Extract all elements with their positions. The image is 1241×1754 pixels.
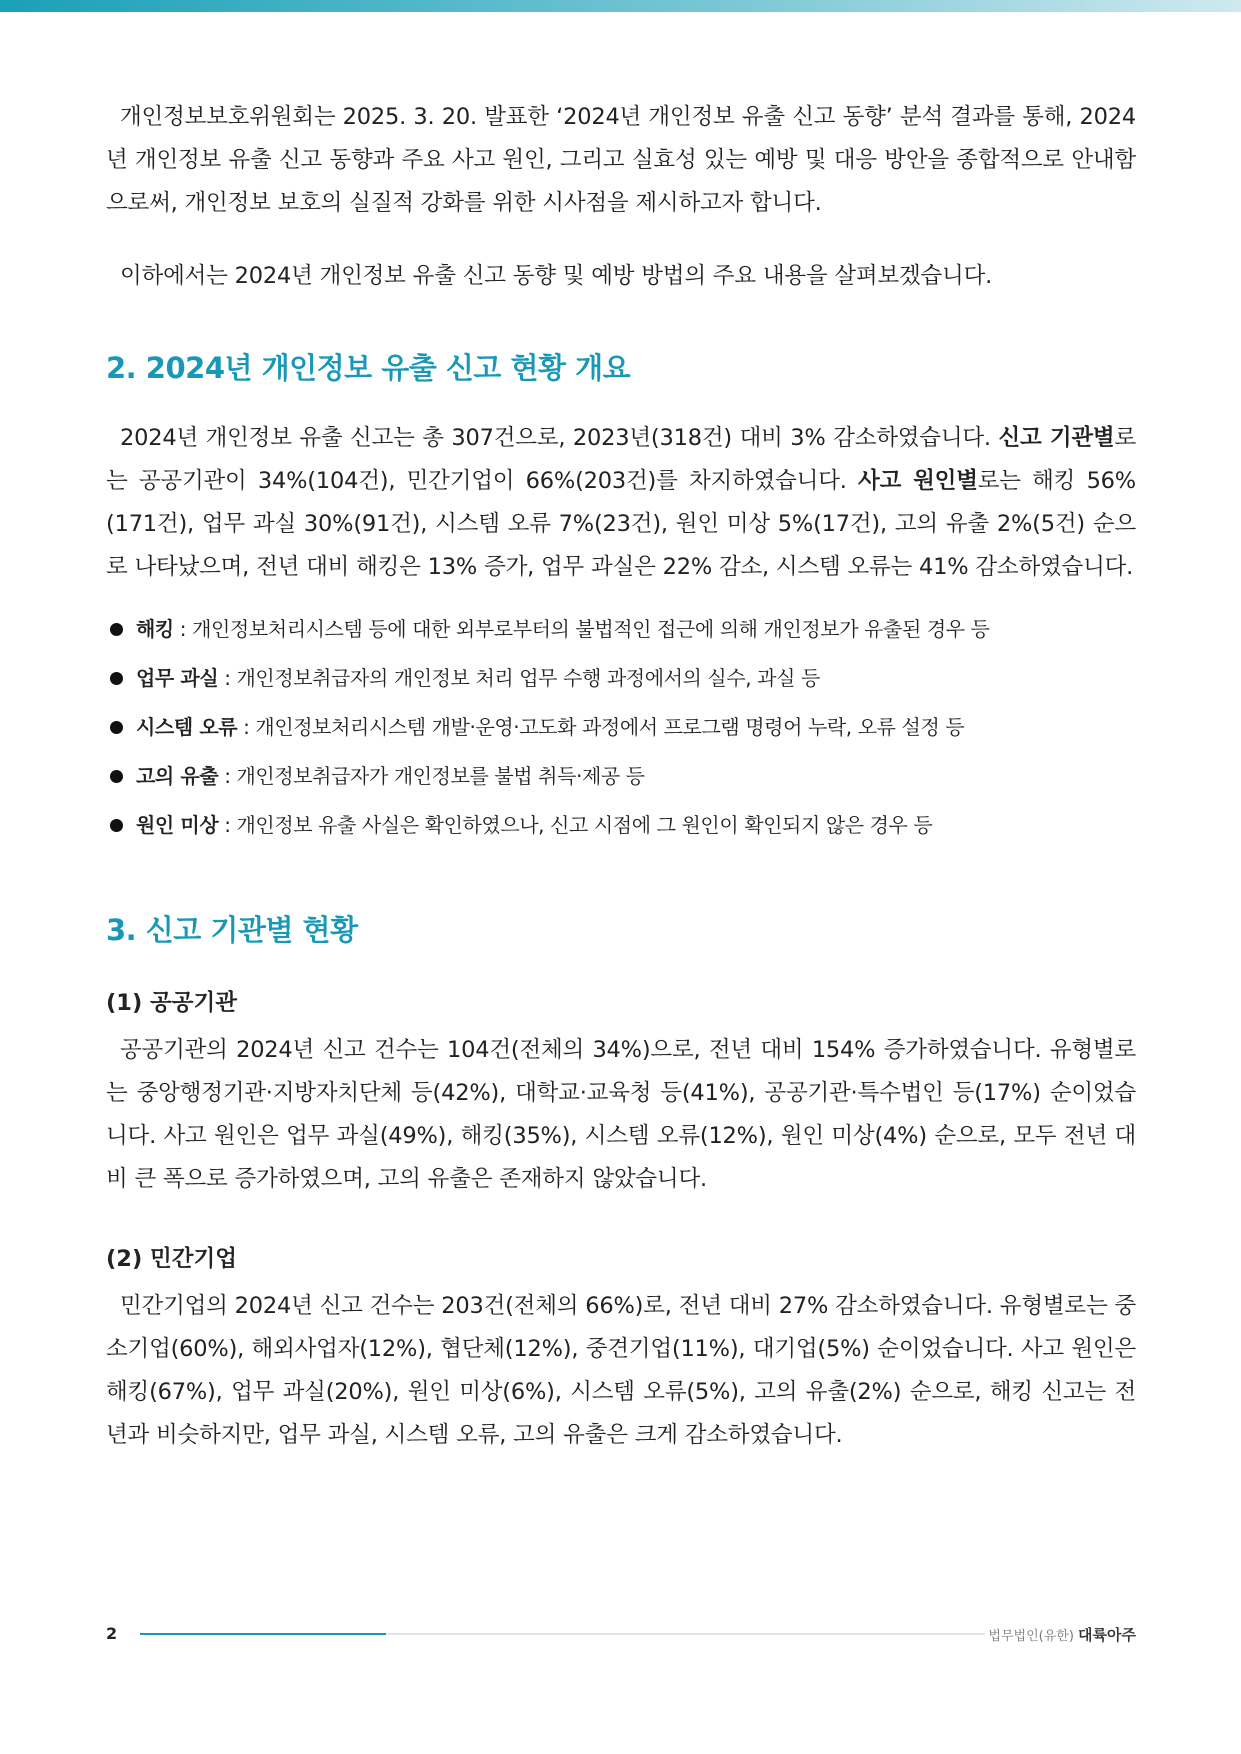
section-3-title: 3. 신고 기관별 현황	[106, 913, 358, 947]
firm-logo-text: 법무법인(유한) 대륙아주	[988, 1626, 1136, 1644]
list-item: 시스템 오류 : 개인정보처리시스템 개발·운영·고도화 과정에서 프로그램 명령어 누락, 오류 설정 등	[106, 703, 1136, 752]
intro-paragraph-1: 개인정보보호위원회는 2025. 3. 20. 발표한 ‘2024년 개인정보 유출 신고 동향’ 분석 결과를 통해, 2024년 개인정보 유출 신고 동향과 주요 사고 원인, 그리고 실효성 있는 예방 및 대응 방안을 종합적으로 안내함으로써, 개인정보 보호의 실질적 강화를 위한 시사점을 제시하고자 합니다.	[106, 104, 1136, 216]
cause-definitions-list	[106, 605, 1136, 850]
list-item: 해킹 : 개인정보처리시스템 등에 대한 외부로부터의 불법적인 접근에 의해 개인정보가 유출된 경우 등	[106, 605, 1136, 654]
footer-rule	[140, 1633, 985, 1635]
bullet-icon	[110, 721, 123, 734]
list-item: 업무 과실 : 개인정보취급자의 개인정보 처리 업무 수행 과정에서의 실수, 과실 등	[106, 654, 1136, 703]
section-2-title: 2. 2024년 개인정보 유출 신고 현황 개요	[106, 351, 631, 385]
private-companies-heading: (2) 민간기업	[106, 1246, 237, 1272]
bullet-icon	[110, 819, 123, 832]
list-item: 원인 미상 : 개인정보 유출 사실은 확인하였으나, 신고 시점에 그 원인이 확인되지 않은 경우 등	[106, 801, 1136, 850]
page-footer	[106, 1624, 1136, 1654]
private-companies-text: 민간기업의 2024년 신고 건수는 203건(전체의 66%)로, 전년 대비 27% 감소하였습니다. 유형별로는 중소기업(60%), 해외사업자(12%), 협단체(12%), 중견기업(11%), 대기업(5%) 순이었습니다. 사고 원인은 해킹(67%), 업무 과실(20%), 원인 미상(6%), 시스템 오류(5%), 고의 유출(2%) 순으로, 해킹 신고는 전년과 비슷하지만, 업무 과실, 시스템 오류, 고의 유출은 크게 감소하였습니다.	[106, 1293, 1136, 1448]
public-institutions-text: 공공기관의 2024년 신고 건수는 104건(전체의 34%)으로, 전년 대비 154% 증가하였습니다. 유형별로는 중앙행정기관·지방자치단체 등(42%), 대학교·교육청 등(41%), 공공기관·특수법인 등(17%) 순이었습니다. 사고 원인은 업무 과실(49%), 해킹(35%), 시스템 오류(12%), 원인 미상(4%) 순으로, 모두 전년 대비 큰 폭으로 증가하였으며, 고의 유출은 존재하지 않았습니다.	[106, 1037, 1136, 1192]
document-body	[106, 96, 1136, 1457]
list-item: 고의 유출 : 개인정보취급자가 개인정보를 불법 취득·제공 등	[106, 752, 1136, 801]
page-number: 2	[106, 1624, 118, 1643]
emphasis-by-cause: 사고 원인별	[858, 468, 978, 494]
intro-paragraph-2: 이하에서는 2024년 개인정보 유출 신고 동향 및 예방 방법의 주요 내용을 살펴보겠습니다.	[120, 263, 993, 289]
bullet-icon	[110, 672, 123, 685]
public-institutions-heading: (1) 공공기관	[106, 990, 237, 1016]
top-accent-bar	[0, 0, 1241, 12]
section-2-summary: 2024년 개인정보 유출 신고는 총 307건으로, 2023년(318건) 대비 3% 감소하였습니다. 신고 기관별로는 공공기관이 34%(104건), 민간기업이 66%(203건)를 차지하였습니다. 사고 원인별로는 해킹 56%(171건), 업무 과실 30%(91건), 시스템 오류 7%(23건), 원인 미상 5%(17건), 고의 유출 2%(5건) 순으로 나타났으며, 전년 대비 해킹은 13% 증가, 업무 과실은 22% 감소, 시스템 오류는 41% 감소하였습니다.	[106, 425, 1137, 580]
bullet-icon	[110, 770, 123, 783]
emphasis-by-institution: 신고 기관별	[998, 425, 1115, 451]
footer-rule-accent	[140, 1633, 386, 1635]
bullet-icon	[110, 623, 123, 636]
